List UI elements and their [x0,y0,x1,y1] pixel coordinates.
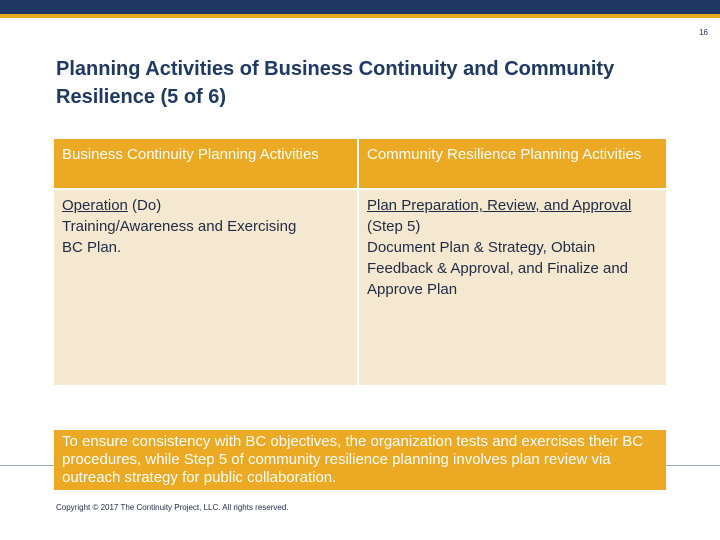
plan-preparation-link[interactable]: Plan Preparation, Review, and Approval [367,197,632,214]
top-banner-gold [0,14,720,18]
table-cell-bc [54,190,357,385]
slide-number: 16 [699,28,708,37]
operation-suffix: (Do) [127,197,162,214]
table-header-cr: Community Resilience Planning Activities [359,139,666,188]
copyright-footer: Copyright © 2017 The Continuity Project, LLC. All rights reserved. [56,503,289,512]
activities-table [54,139,666,385]
summary-callout: To ensure consistency with BC objectives, the organization tests and exercises their BC procedures, while Step 5 of community resilience planning involves plan review via outreach strategy for public collaboration. [54,430,666,490]
table-cell-cr [359,190,666,385]
table-header-bc: Business Continuity Planning Activities [54,139,357,188]
bc-line-2: BC Plan. [62,239,122,256]
slide-title: Planning Activities of Business Continuity and Community Resilience (5 of 6) [56,58,615,108]
plan-preparation-suffix: (Step 5) [367,218,421,235]
top-banner-navy [0,0,720,14]
top-banner [0,0,720,18]
cr-detail: Document Plan & Strategy, Obtain Feedback & Approval, and Finalize and Approve Plan [367,239,628,298]
bc-line-1: Training/Awareness and Exercising [62,218,297,235]
operation-link[interactable]: Operation [62,197,128,214]
